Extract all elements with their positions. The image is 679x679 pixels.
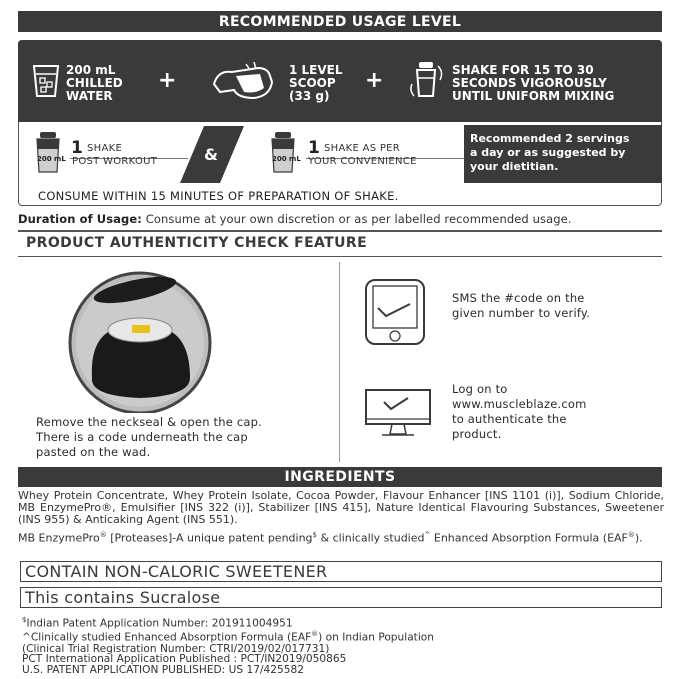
ampersand: &: [204, 145, 218, 164]
cap-instructions: Remove the neckseal & open the cap. There is a code underneath the cap pasted on the wad.: [36, 415, 262, 459]
shaker-bottle-icon: [268, 131, 298, 173]
section-divider: [18, 230, 662, 232]
shaker-label: 200 mL: [37, 155, 66, 163]
shake1-label: SHAKE: [87, 143, 123, 154]
footnote-patent: $Indian Patent Application Number: 201911004951: [22, 616, 293, 630]
plus-sign: +: [365, 68, 384, 93]
step-shake: SHAKE FOR 15 TO 30 SECONDS VIGOROUSLY UNTIL UNIFORM MIXING: [452, 63, 615, 103]
phone-icon: [364, 278, 426, 346]
footnote-us-patent: U.S. PATENT APPLICATION PUBLISHED: US 17/425582: [22, 664, 304, 677]
enzyme-description: MB EnzymePro® [Proteases]-A unique patent pending$ & clinically studied^ Enhanced Absorption Formula (EAF®).: [18, 531, 643, 545]
sms-instructions: SMS the #code on the given number to verify.: [452, 291, 591, 320]
usage-title-bar: [18, 11, 662, 32]
ingredients-title: INGREDIENTS: [284, 469, 396, 485]
water-glass-icon: [32, 64, 60, 98]
duration-label: Duration of Usage:: [18, 212, 142, 226]
authenticity-title: PRODUCT AUTHENTICITY CHECK FEATURE: [26, 235, 368, 251]
duration-text: Consume at your own discretion or as per labelled recommended usage.: [145, 212, 572, 226]
usage-title: RECOMMENDED USAGE LEVEL: [218, 13, 462, 30]
step-scoop: 1 LEVEL SCOOP (33 g): [289, 63, 343, 103]
shake2-count: 1: [308, 138, 320, 158]
duration-of-usage: [18, 212, 572, 226]
web-instructions: Log on to www.muscleblaze.com to authenticate the product.: [452, 382, 587, 441]
footnotes: [22, 615, 434, 676]
shaker-label: 200 mL: [272, 155, 301, 163]
shake1-timing: POST WORKOUT: [72, 156, 158, 167]
scoop-icon: [210, 62, 280, 102]
shake2-timing: YOUR CONVENIENCE: [308, 156, 417, 167]
sucralose-warning: This contains Sucralose: [20, 587, 662, 608]
step-water: 200 mL CHILLED WATER: [66, 63, 123, 103]
footnote-ctri: (Clinical Trial Registration Number: CTRI/2019/02/017731): [22, 642, 330, 655]
plus-sign: +: [158, 68, 177, 93]
sweetener-warning: CONTAIN NON-CALORIC SWEETENER: [20, 561, 662, 582]
shaker-icon: [410, 60, 446, 100]
computer-monitor-icon: [364, 388, 432, 438]
recommendation-box: Recommended 2 servings a day or as suggested by your dietitian.: [464, 125, 662, 183]
jar-cap-illustration: [40, 268, 240, 413]
footnote-clinical: ^Clinically studied Enhanced Absorption Formula (EAF®) on Indian Population: [22, 630, 434, 644]
section-divider: [18, 256, 662, 257]
shake1-count: 1: [71, 138, 83, 158]
footnote-pct: PCT International Application Published : PCT/IN2019/050865: [22, 653, 347, 666]
ingredients-title-bar: [18, 467, 662, 487]
ingredients-list: Whey Protein Concentrate, Whey Protein Isolate, Cocoa Powder, Flavour Enhancer [INS 1101 (i)], Sodium Chloride, MB EnzymePro®, Emulsifier [INS 322 (i)], Stabilizer [INS 415], Nature Identical Flavouring Substances, Sweetener (INS 955) & Anticaking Agent (INS 551).: [18, 489, 664, 527]
consume-note: CONSUME WITHIN 15 MINUTES OF PREPARATION OF SHAKE.: [38, 189, 399, 203]
shaker-bottle-icon: [33, 131, 63, 173]
shake2-label: SHAKE AS PER: [324, 143, 401, 154]
